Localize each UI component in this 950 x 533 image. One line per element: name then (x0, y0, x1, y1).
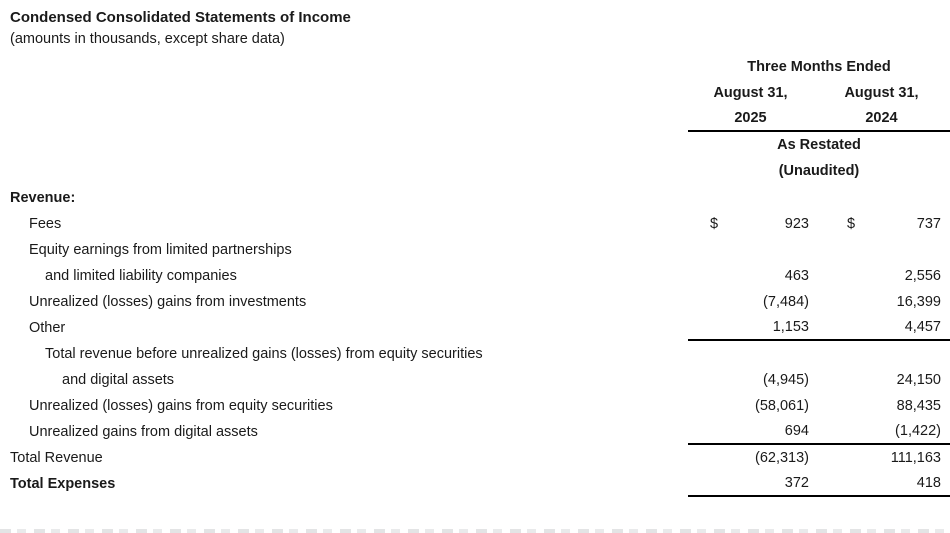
row-values (688, 445, 950, 471)
value-2024: 88,435 (896, 398, 941, 414)
value-cell (688, 445, 813, 471)
value-2024: 111,163 (890, 450, 941, 466)
table-row (0, 289, 950, 315)
table-row (0, 419, 950, 445)
value-2024: 4,457 (904, 319, 941, 335)
table-row (0, 341, 950, 367)
column-date-row (688, 80, 950, 106)
value-cell (688, 419, 813, 443)
table-row (0, 263, 950, 289)
table-row (0, 367, 950, 393)
value-2025: 694 (784, 423, 809, 439)
row-values (688, 185, 950, 211)
row-label: Total revenue before unrealized gains (losses) from equity securities (45, 346, 483, 362)
row-label: Fees (29, 216, 62, 232)
table-row (0, 211, 950, 237)
row-values (688, 263, 950, 289)
value-2024: 16,399 (896, 294, 941, 310)
value-2025: 463 (784, 268, 809, 284)
value-cell (688, 393, 813, 419)
row-values (688, 341, 950, 367)
value-cell (688, 211, 813, 237)
column-2-date-year: 2024 (865, 110, 898, 126)
table-row (0, 237, 950, 263)
row-label: Unrealized gains from digital assets (29, 424, 258, 440)
value-cell (688, 471, 813, 495)
value-2025: (4,945) (763, 372, 809, 388)
value-cell (813, 315, 950, 339)
table-row (0, 315, 950, 341)
value-cell (813, 393, 950, 419)
value-cell (688, 367, 813, 393)
row-label: and limited liability companies (45, 268, 237, 284)
row-values (688, 367, 950, 393)
value-2024: 24,150 (896, 372, 941, 388)
value-2024: 2,556 (904, 268, 941, 284)
table-row (0, 445, 950, 471)
period-label: Three Months Ended (747, 59, 891, 75)
row-label: Total Revenue (10, 450, 103, 466)
row-label: Equity earnings from limited partnerships (29, 242, 292, 258)
table-row (0, 393, 950, 419)
value-cell (813, 237, 950, 263)
column-2-date-month: August 31, (844, 85, 919, 101)
restated-note-line2: (Unaudited) (778, 163, 860, 179)
row-values (688, 237, 950, 263)
value-2024: (1,422) (895, 423, 941, 439)
row-values (688, 315, 950, 341)
value-cell (688, 341, 813, 367)
value-2024: 418 (916, 475, 941, 491)
value-cell (813, 185, 950, 211)
row-values (688, 419, 950, 445)
column-year-row (688, 106, 950, 132)
value-2025: 923 (784, 216, 809, 232)
value-cell (688, 185, 813, 211)
row-label: Total Expenses (10, 476, 116, 492)
income-table-body (0, 185, 950, 497)
row-label: Unrealized (losses) gains from investments (29, 294, 307, 310)
column-1-date-month: August 31, (713, 85, 788, 101)
value-cell (813, 471, 950, 495)
value-cell (813, 341, 950, 367)
value-cell (813, 367, 950, 393)
row-values (688, 471, 950, 497)
row-label: Revenue: (10, 190, 76, 206)
page-subtitle: (amounts in thousands, except share data) (10, 31, 285, 47)
page-title: Condensed Consolidated Statements of Income (10, 9, 351, 26)
value-cell (813, 445, 950, 471)
value-cell (688, 289, 813, 315)
value-2024: 737 (916, 216, 941, 232)
value-cell (688, 237, 813, 263)
clipped-text-row (0, 529, 946, 533)
restated-note-line1: As Restated (777, 137, 861, 153)
row-label: and digital assets (62, 372, 175, 388)
value-2025: 1,153 (772, 319, 809, 335)
value-cell (688, 263, 813, 289)
column-1-date-year: 2025 (734, 110, 767, 126)
value-2025: 372 (784, 475, 809, 491)
dollar-sign: $ (710, 216, 719, 232)
row-values (688, 211, 950, 237)
row-label: Unrealized (losses) gains from equity securities (29, 398, 333, 414)
document-header (10, 8, 351, 50)
value-cell (813, 289, 950, 315)
row-label: Other (29, 320, 66, 336)
table-row (0, 185, 950, 211)
row-values (688, 289, 950, 315)
value-2025: (58,061) (754, 398, 809, 414)
dollar-sign: $ (847, 216, 856, 232)
period-header (688, 55, 950, 184)
value-2025: (7,484) (763, 294, 809, 310)
value-cell (813, 211, 950, 237)
value-cell (813, 419, 950, 443)
row-values (688, 393, 950, 419)
value-cell (813, 263, 950, 289)
value-2025: (62,313) (754, 450, 809, 466)
value-cell (688, 315, 813, 339)
table-row (0, 471, 950, 497)
